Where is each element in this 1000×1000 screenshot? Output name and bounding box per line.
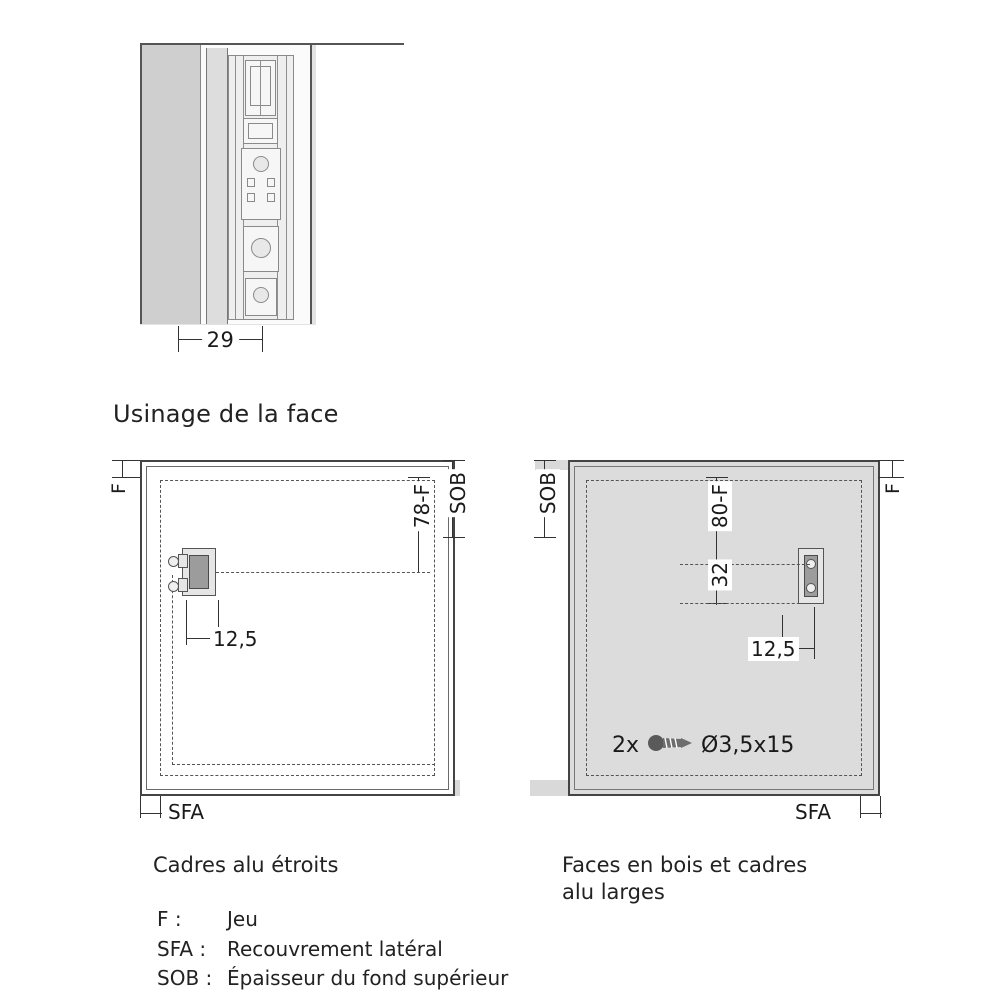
left-125-ext-right: [218, 600, 219, 628]
left-hardware-tab-bottom: [178, 578, 188, 592]
legend-key: SFA :: [157, 936, 207, 961]
left-SOB-tick-top: [443, 460, 465, 461]
legend: [157, 905, 508, 994]
right-dim-SFA: SFA: [792, 800, 834, 824]
right-125-ext-right: [814, 607, 815, 659]
screw-spec: Ø3,5x15: [701, 733, 795, 758]
left-dim-125: 12,5: [210, 627, 261, 651]
right-SFA-dim-line: [860, 813, 882, 814]
right-drawing-caption-line1: Faces en bois et cadres: [562, 853, 808, 877]
left-F-bottom-tick: [112, 477, 140, 478]
right-dim-SOB: SOB: [536, 469, 560, 517]
legend-key: SOB :: [157, 966, 213, 991]
right-32-ref-line: [680, 603, 810, 604]
left-dim-SFA: SFA: [165, 800, 207, 824]
left-SFA-dim-line: [140, 813, 162, 814]
detail-mechanism: [228, 55, 294, 320]
left-face-drawing: [108, 455, 470, 824]
legend-key: F :: [157, 907, 182, 931]
right-F-top-tick: [878, 460, 904, 461]
left-SFA-ext-left: [140, 796, 141, 818]
right-face-drawing: [530, 455, 904, 824]
page-title: Usinage de la face: [113, 400, 339, 428]
dimension-29-label: 29: [202, 328, 240, 352]
left-78F-tick-top: [408, 477, 430, 478]
legend-row: [157, 905, 508, 935]
right-SOB-tick-bottom: [534, 537, 556, 538]
dimension-29: [178, 326, 263, 356]
right-F-bottom-tick: [878, 477, 904, 478]
left-hardware-plate: [189, 555, 209, 589]
left-hardware-tab-top: [178, 554, 188, 568]
left-SFA-ext-right: [160, 796, 161, 818]
left-F-dim-line: [122, 460, 123, 477]
right-80F-ref-line: [680, 564, 810, 565]
right-80F-tick-top: [706, 477, 728, 478]
right-hardware-hole-bottom: [806, 583, 816, 593]
right-dim-F: F: [882, 480, 904, 497]
right-SFA-ext-left: [860, 796, 861, 818]
legend-text: Jeu: [227, 907, 258, 931]
right-drawing-caption: [562, 852, 807, 907]
detail-rail: [206, 48, 228, 324]
right-SFA-ext-right: [880, 796, 881, 818]
left-F-top-tick: [112, 460, 140, 461]
legend-row: [157, 935, 508, 965]
screw-note: [612, 733, 794, 758]
right-drawing-caption-line2: alu larges: [562, 880, 665, 905]
legend-row: [157, 964, 508, 994]
left-machining-outline-inner: [172, 575, 435, 765]
right-dim-32: 32: [708, 559, 732, 590]
screw-icon: [647, 733, 693, 758]
left-SOB-tick-bottom: [443, 537, 465, 538]
right-F-dim-line: [892, 460, 893, 477]
legend-text: Épaisseur du fond supérieur: [227, 966, 509, 991]
legend-text: Recouvrement latéral: [227, 936, 443, 961]
right-dim-80F: 80-F: [708, 481, 732, 531]
right-SOB-tick-top: [534, 460, 556, 461]
left-78F-ref-line: [216, 572, 430, 573]
left-dim-SOB: SOB: [446, 469, 470, 517]
left-drawing-caption: Cadres alu étroits: [153, 853, 339, 877]
right-dim-125: 12,5: [748, 637, 799, 661]
screw-quantity: 2x: [612, 733, 640, 758]
cross-section-detail: [140, 10, 405, 325]
left-dim-F: F: [108, 480, 130, 497]
left-dim-78F: 78-F: [410, 481, 434, 531]
